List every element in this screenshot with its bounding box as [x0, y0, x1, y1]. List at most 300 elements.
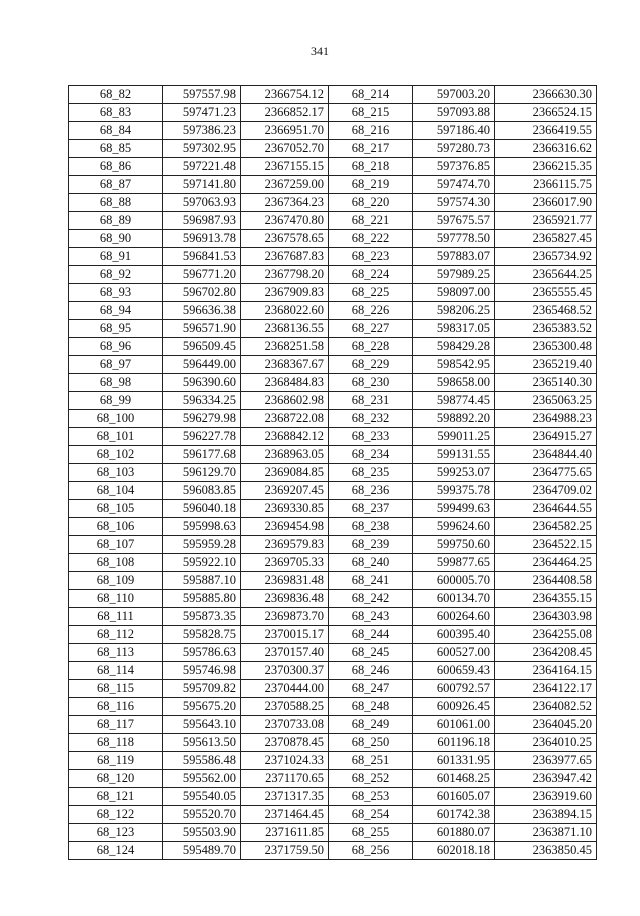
- table-row: [69, 266, 597, 284]
- table-row: [69, 338, 597, 356]
- table-row: [69, 842, 597, 860]
- point-id-left-cell: 68_95: [69, 320, 163, 338]
- y-right-cell: 2364709.02: [495, 482, 597, 500]
- x-right-cell: 601468.25: [413, 770, 495, 788]
- y-left-cell: 2370157.40: [241, 644, 329, 662]
- x-left-cell: 595503.90: [163, 824, 241, 842]
- y-left-cell: 2366951.70: [241, 122, 329, 140]
- y-left-cell: 2369873.70: [241, 608, 329, 626]
- y-right-cell: 2365555.45: [495, 284, 597, 302]
- point-id-left-cell: 68_107: [69, 536, 163, 554]
- coordinates-table: [68, 85, 597, 860]
- x-right-cell: 601061.00: [413, 716, 495, 734]
- y-left-cell: 2367052.70: [241, 140, 329, 158]
- x-right-cell: 600659.43: [413, 662, 495, 680]
- table-row: [69, 770, 597, 788]
- table-row: [69, 626, 597, 644]
- y-left-cell: 2368484.83: [241, 374, 329, 392]
- x-right-cell: 601605.07: [413, 788, 495, 806]
- y-right-cell: 2366115.75: [495, 176, 597, 194]
- y-left-cell: 2369454.98: [241, 518, 329, 536]
- x-left-cell: 595885.80: [163, 590, 241, 608]
- x-right-cell: 599624.60: [413, 518, 495, 536]
- x-right-cell: 600134.70: [413, 590, 495, 608]
- table-row: [69, 572, 597, 590]
- point-id-left-cell: 68_82: [69, 86, 163, 104]
- point-id-left-cell: 68_118: [69, 734, 163, 752]
- point-id-right-cell: 68_243: [329, 608, 413, 626]
- y-right-cell: 2364355.15: [495, 590, 597, 608]
- x-right-cell: 598542.95: [413, 356, 495, 374]
- y-right-cell: 2365063.25: [495, 392, 597, 410]
- y-left-cell: 2367578.65: [241, 230, 329, 248]
- x-right-cell: 599499.63: [413, 500, 495, 518]
- x-left-cell: 597386.23: [163, 122, 241, 140]
- y-right-cell: 2363919.60: [495, 788, 597, 806]
- point-id-right-cell: 68_249: [329, 716, 413, 734]
- y-right-cell: 2364915.27: [495, 428, 597, 446]
- point-id-right-cell: 68_221: [329, 212, 413, 230]
- y-left-cell: 2369836.48: [241, 590, 329, 608]
- y-left-cell: 2368963.05: [241, 446, 329, 464]
- x-left-cell: 595489.70: [163, 842, 241, 860]
- point-id-right-cell: 68_219: [329, 176, 413, 194]
- x-right-cell: 600527.00: [413, 644, 495, 662]
- point-id-left-cell: 68_119: [69, 752, 163, 770]
- point-id-left-cell: 68_114: [69, 662, 163, 680]
- point-id-left-cell: 68_89: [69, 212, 163, 230]
- y-left-cell: 2370015.17: [241, 626, 329, 644]
- x-left-cell: 596083.85: [163, 482, 241, 500]
- y-left-cell: 2370300.37: [241, 662, 329, 680]
- x-left-cell: 596913.78: [163, 230, 241, 248]
- coordinates-table-body: [69, 86, 597, 860]
- y-right-cell: 2364010.25: [495, 734, 597, 752]
- x-right-cell: 598317.05: [413, 320, 495, 338]
- x-right-cell: 601331.95: [413, 752, 495, 770]
- point-id-right-cell: 68_227: [329, 320, 413, 338]
- point-id-left-cell: 68_124: [69, 842, 163, 860]
- table-row: [69, 734, 597, 752]
- x-right-cell: 600005.70: [413, 572, 495, 590]
- y-left-cell: 2369207.45: [241, 482, 329, 500]
- y-right-cell: 2364988.23: [495, 410, 597, 428]
- y-left-cell: 2367798.20: [241, 266, 329, 284]
- table-row: [69, 320, 597, 338]
- x-right-cell: 598892.20: [413, 410, 495, 428]
- point-id-left-cell: 68_121: [69, 788, 163, 806]
- y-right-cell: 2366017.90: [495, 194, 597, 212]
- x-right-cell: 601742.38: [413, 806, 495, 824]
- point-id-right-cell: 68_247: [329, 680, 413, 698]
- y-right-cell: 2363977.65: [495, 752, 597, 770]
- x-right-cell: 599253.07: [413, 464, 495, 482]
- table-row: [69, 86, 597, 104]
- table-row: [69, 410, 597, 428]
- point-id-right-cell: 68_234: [329, 446, 413, 464]
- y-left-cell: 2367155.15: [241, 158, 329, 176]
- point-id-left-cell: 68_84: [69, 122, 163, 140]
- y-right-cell: 2366630.30: [495, 86, 597, 104]
- x-right-cell: 597280.73: [413, 140, 495, 158]
- x-left-cell: 596449.00: [163, 356, 241, 374]
- table-row: [69, 284, 597, 302]
- x-left-cell: 596702.80: [163, 284, 241, 302]
- point-id-left-cell: 68_112: [69, 626, 163, 644]
- y-left-cell: 2368022.60: [241, 302, 329, 320]
- y-right-cell: 2364775.65: [495, 464, 597, 482]
- x-right-cell: 598658.00: [413, 374, 495, 392]
- x-left-cell: 597557.98: [163, 86, 241, 104]
- x-left-cell: 597063.93: [163, 194, 241, 212]
- x-left-cell: 595613.50: [163, 734, 241, 752]
- y-left-cell: 2371317.35: [241, 788, 329, 806]
- point-id-right-cell: 68_215: [329, 104, 413, 122]
- table-row: [69, 302, 597, 320]
- x-right-cell: 597186.40: [413, 122, 495, 140]
- table-row: [69, 194, 597, 212]
- x-left-cell: 596771.20: [163, 266, 241, 284]
- x-left-cell: 596509.45: [163, 338, 241, 356]
- point-id-right-cell: 68_223: [329, 248, 413, 266]
- x-right-cell: 597675.57: [413, 212, 495, 230]
- y-right-cell: 2365468.52: [495, 302, 597, 320]
- point-id-left-cell: 68_110: [69, 590, 163, 608]
- y-right-cell: 2364045.20: [495, 716, 597, 734]
- x-right-cell: 597883.07: [413, 248, 495, 266]
- point-id-right-cell: 68_222: [329, 230, 413, 248]
- x-right-cell: 597093.88: [413, 104, 495, 122]
- x-left-cell: 596177.68: [163, 446, 241, 464]
- point-id-left-cell: 68_113: [69, 644, 163, 662]
- y-right-cell: 2364644.55: [495, 500, 597, 518]
- y-left-cell: 2371464.45: [241, 806, 329, 824]
- table-row: [69, 554, 597, 572]
- x-left-cell: 596334.25: [163, 392, 241, 410]
- point-id-right-cell: 68_251: [329, 752, 413, 770]
- x-right-cell: 600264.60: [413, 608, 495, 626]
- x-left-cell: 595873.35: [163, 608, 241, 626]
- x-right-cell: 601880.07: [413, 824, 495, 842]
- table-row: [69, 644, 597, 662]
- table-row: [69, 464, 597, 482]
- x-right-cell: 598774.45: [413, 392, 495, 410]
- table-row: [69, 536, 597, 554]
- y-left-cell: 2370588.25: [241, 698, 329, 716]
- point-id-left-cell: 68_99: [69, 392, 163, 410]
- x-right-cell: 597778.50: [413, 230, 495, 248]
- point-id-left-cell: 68_101: [69, 428, 163, 446]
- y-right-cell: 2364082.52: [495, 698, 597, 716]
- x-right-cell: 597574.30: [413, 194, 495, 212]
- x-right-cell: 598097.00: [413, 284, 495, 302]
- point-id-right-cell: 68_255: [329, 824, 413, 842]
- point-id-left-cell: 68_88: [69, 194, 163, 212]
- y-right-cell: 2365734.92: [495, 248, 597, 266]
- point-id-left-cell: 68_93: [69, 284, 163, 302]
- table-row: [69, 500, 597, 518]
- point-id-right-cell: 68_220: [329, 194, 413, 212]
- point-id-right-cell: 68_248: [329, 698, 413, 716]
- point-id-left-cell: 68_106: [69, 518, 163, 536]
- point-id-left-cell: 68_117: [69, 716, 163, 734]
- y-right-cell: 2365644.25: [495, 266, 597, 284]
- point-id-right-cell: 68_225: [329, 284, 413, 302]
- table-row: [69, 806, 597, 824]
- x-left-cell: 595540.05: [163, 788, 241, 806]
- y-right-cell: 2364164.15: [495, 662, 597, 680]
- x-right-cell: 598429.28: [413, 338, 495, 356]
- point-id-right-cell: 68_244: [329, 626, 413, 644]
- y-left-cell: 2366754.12: [241, 86, 329, 104]
- y-right-cell: 2364844.40: [495, 446, 597, 464]
- point-id-left-cell: 68_100: [69, 410, 163, 428]
- y-left-cell: 2370733.08: [241, 716, 329, 734]
- y-right-cell: 2364522.15: [495, 536, 597, 554]
- y-right-cell: 2364582.25: [495, 518, 597, 536]
- x-right-cell: 602018.18: [413, 842, 495, 860]
- table-row: [69, 680, 597, 698]
- point-id-right-cell: 68_240: [329, 554, 413, 572]
- x-left-cell: 595586.48: [163, 752, 241, 770]
- point-id-left-cell: 68_122: [69, 806, 163, 824]
- table-row: [69, 608, 597, 626]
- y-left-cell: 2367259.00: [241, 176, 329, 194]
- table-row: [69, 230, 597, 248]
- x-left-cell: 595786.63: [163, 644, 241, 662]
- x-left-cell: 595520.70: [163, 806, 241, 824]
- y-right-cell: 2365219.40: [495, 356, 597, 374]
- point-id-right-cell: 68_230: [329, 374, 413, 392]
- point-id-left-cell: 68_116: [69, 698, 163, 716]
- x-left-cell: 595998.63: [163, 518, 241, 536]
- x-right-cell: 599877.65: [413, 554, 495, 572]
- y-right-cell: 2364255.08: [495, 626, 597, 644]
- point-id-left-cell: 68_98: [69, 374, 163, 392]
- y-left-cell: 2368722.08: [241, 410, 329, 428]
- x-left-cell: 596129.70: [163, 464, 241, 482]
- page-number: 341: [311, 44, 329, 58]
- point-id-left-cell: 68_97: [69, 356, 163, 374]
- point-id-left-cell: 68_92: [69, 266, 163, 284]
- y-left-cell: 2367909.83: [241, 284, 329, 302]
- y-left-cell: 2369705.33: [241, 554, 329, 572]
- y-right-cell: 2363850.45: [495, 842, 597, 860]
- x-right-cell: 599375.78: [413, 482, 495, 500]
- point-id-left-cell: 68_83: [69, 104, 163, 122]
- y-left-cell: 2368602.98: [241, 392, 329, 410]
- point-id-left-cell: 68_91: [69, 248, 163, 266]
- point-id-right-cell: 68_237: [329, 500, 413, 518]
- table-row: [69, 482, 597, 500]
- table-row: [69, 248, 597, 266]
- x-right-cell: 600395.40: [413, 626, 495, 644]
- y-left-cell: 2369579.83: [241, 536, 329, 554]
- point-id-right-cell: 68_253: [329, 788, 413, 806]
- point-id-left-cell: 68_108: [69, 554, 163, 572]
- point-id-right-cell: 68_256: [329, 842, 413, 860]
- point-id-right-cell: 68_233: [329, 428, 413, 446]
- x-left-cell: 595746.98: [163, 662, 241, 680]
- y-left-cell: 2367687.83: [241, 248, 329, 266]
- x-left-cell: 595887.10: [163, 572, 241, 590]
- table-row: [69, 176, 597, 194]
- y-left-cell: 2368136.55: [241, 320, 329, 338]
- y-right-cell: 2365300.48: [495, 338, 597, 356]
- point-id-left-cell: 68_105: [69, 500, 163, 518]
- x-right-cell: 599131.55: [413, 446, 495, 464]
- x-left-cell: 595675.20: [163, 698, 241, 716]
- point-id-left-cell: 68_103: [69, 464, 163, 482]
- point-id-right-cell: 68_242: [329, 590, 413, 608]
- y-right-cell: 2363894.15: [495, 806, 597, 824]
- y-right-cell: 2366419.55: [495, 122, 597, 140]
- y-left-cell: 2368367.67: [241, 356, 329, 374]
- y-left-cell: 2368842.12: [241, 428, 329, 446]
- x-right-cell: 597003.20: [413, 86, 495, 104]
- y-left-cell: 2369831.48: [241, 572, 329, 590]
- x-right-cell: 597376.85: [413, 158, 495, 176]
- point-id-right-cell: 68_236: [329, 482, 413, 500]
- table-row: [69, 752, 597, 770]
- x-left-cell: 596571.90: [163, 320, 241, 338]
- x-right-cell: 597474.70: [413, 176, 495, 194]
- x-left-cell: 596987.93: [163, 212, 241, 230]
- y-right-cell: 2364408.58: [495, 572, 597, 590]
- x-right-cell: 601196.18: [413, 734, 495, 752]
- y-left-cell: 2366852.17: [241, 104, 329, 122]
- table-row: [69, 698, 597, 716]
- point-id-right-cell: 68_231: [329, 392, 413, 410]
- point-id-right-cell: 68_216: [329, 122, 413, 140]
- x-right-cell: 598206.25: [413, 302, 495, 320]
- x-left-cell: 596390.60: [163, 374, 241, 392]
- y-left-cell: 2370878.45: [241, 734, 329, 752]
- point-id-right-cell: 68_254: [329, 806, 413, 824]
- y-right-cell: 2363871.10: [495, 824, 597, 842]
- x-right-cell: 597989.25: [413, 266, 495, 284]
- x-left-cell: 595562.00: [163, 770, 241, 788]
- table-row: [69, 356, 597, 374]
- y-right-cell: 2366316.62: [495, 140, 597, 158]
- y-right-cell: 2366524.15: [495, 104, 597, 122]
- point-id-left-cell: 68_96: [69, 338, 163, 356]
- x-left-cell: 596279.98: [163, 410, 241, 428]
- table-row: [69, 140, 597, 158]
- y-right-cell: 2364122.17: [495, 680, 597, 698]
- x-left-cell: 595922.10: [163, 554, 241, 572]
- point-id-left-cell: 68_90: [69, 230, 163, 248]
- x-left-cell: 597302.95: [163, 140, 241, 158]
- y-right-cell: 2365383.52: [495, 320, 597, 338]
- y-left-cell: 2371024.33: [241, 752, 329, 770]
- y-left-cell: 2369084.85: [241, 464, 329, 482]
- y-right-cell: 2364464.25: [495, 554, 597, 572]
- table-row: [69, 122, 597, 140]
- y-left-cell: 2368251.58: [241, 338, 329, 356]
- point-id-left-cell: 68_104: [69, 482, 163, 500]
- point-id-right-cell: 68_217: [329, 140, 413, 158]
- table-row: [69, 104, 597, 122]
- point-id-right-cell: 68_229: [329, 356, 413, 374]
- x-left-cell: 596841.53: [163, 248, 241, 266]
- x-right-cell: 599750.60: [413, 536, 495, 554]
- y-left-cell: 2370444.00: [241, 680, 329, 698]
- point-id-right-cell: 68_214: [329, 86, 413, 104]
- point-id-right-cell: 68_252: [329, 770, 413, 788]
- y-left-cell: 2367470.80: [241, 212, 329, 230]
- y-left-cell: 2371759.50: [241, 842, 329, 860]
- y-left-cell: 2371170.65: [241, 770, 329, 788]
- y-right-cell: 2366215.35: [495, 158, 597, 176]
- x-right-cell: 600926.45: [413, 698, 495, 716]
- table-row: [69, 788, 597, 806]
- point-id-right-cell: 68_241: [329, 572, 413, 590]
- y-left-cell: 2369330.85: [241, 500, 329, 518]
- point-id-right-cell: 68_238: [329, 518, 413, 536]
- point-id-left-cell: 68_120: [69, 770, 163, 788]
- point-id-left-cell: 68_85: [69, 140, 163, 158]
- point-id-left-cell: 68_86: [69, 158, 163, 176]
- table-row: [69, 374, 597, 392]
- x-right-cell: 600792.57: [413, 680, 495, 698]
- table-row: [69, 212, 597, 230]
- point-id-right-cell: 68_235: [329, 464, 413, 482]
- point-id-right-cell: 68_250: [329, 734, 413, 752]
- y-right-cell: 2364303.98: [495, 608, 597, 626]
- x-left-cell: 597141.80: [163, 176, 241, 194]
- table-row: [69, 824, 597, 842]
- y-right-cell: 2364208.45: [495, 644, 597, 662]
- x-left-cell: 597221.48: [163, 158, 241, 176]
- x-left-cell: 595643.10: [163, 716, 241, 734]
- table-row: [69, 662, 597, 680]
- y-right-cell: 2365140.30: [495, 374, 597, 392]
- y-right-cell: 2365827.45: [495, 230, 597, 248]
- point-id-left-cell: 68_102: [69, 446, 163, 464]
- point-id-left-cell: 68_111: [69, 608, 163, 626]
- y-right-cell: 2363947.42: [495, 770, 597, 788]
- point-id-left-cell: 68_94: [69, 302, 163, 320]
- y-left-cell: 2371611.85: [241, 824, 329, 842]
- table-row: [69, 716, 597, 734]
- point-id-right-cell: 68_226: [329, 302, 413, 320]
- table-row: [69, 590, 597, 608]
- x-left-cell: 596040.18: [163, 500, 241, 518]
- x-left-cell: 596227.78: [163, 428, 241, 446]
- point-id-left-cell: 68_115: [69, 680, 163, 698]
- point-id-right-cell: 68_245: [329, 644, 413, 662]
- x-left-cell: 595709.82: [163, 680, 241, 698]
- point-id-right-cell: 68_228: [329, 338, 413, 356]
- table-row: [69, 518, 597, 536]
- x-left-cell: 595959.28: [163, 536, 241, 554]
- point-id-left-cell: 68_123: [69, 824, 163, 842]
- x-left-cell: 595828.75: [163, 626, 241, 644]
- table-row: [69, 428, 597, 446]
- point-id-right-cell: 68_232: [329, 410, 413, 428]
- table-row: [69, 446, 597, 464]
- x-right-cell: 599011.25: [413, 428, 495, 446]
- point-id-left-cell: 68_87: [69, 176, 163, 194]
- point-id-right-cell: 68_218: [329, 158, 413, 176]
- y-right-cell: 2365921.77: [495, 212, 597, 230]
- y-left-cell: 2367364.23: [241, 194, 329, 212]
- point-id-right-cell: 68_224: [329, 266, 413, 284]
- x-left-cell: 597471.23: [163, 104, 241, 122]
- point-id-left-cell: 68_109: [69, 572, 163, 590]
- point-id-right-cell: 68_239: [329, 536, 413, 554]
